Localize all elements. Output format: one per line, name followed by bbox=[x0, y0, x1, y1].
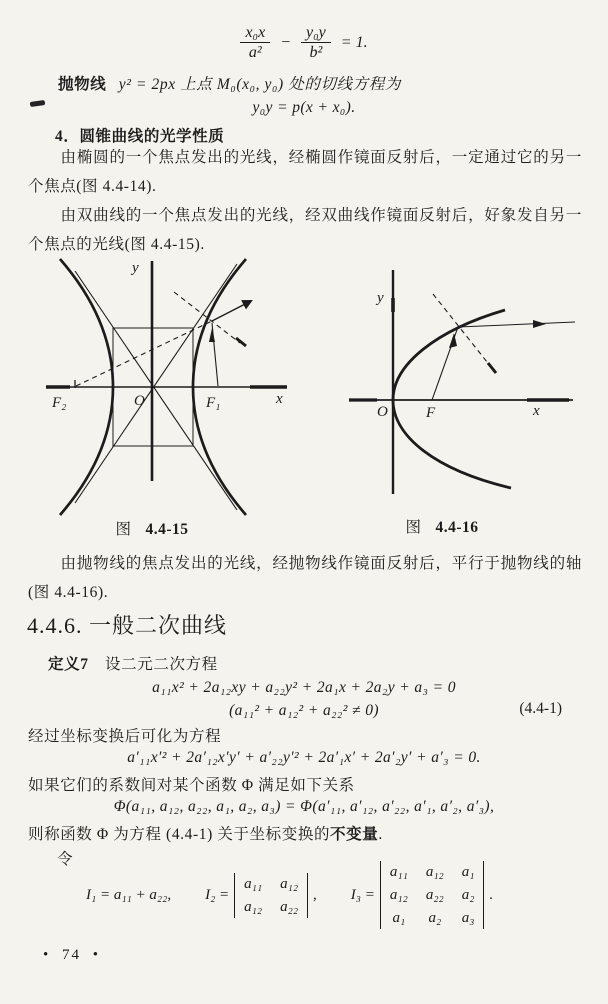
equation-hyperbola-tangent bbox=[0, 24, 608, 61]
equation-rhs: = 1. bbox=[340, 33, 368, 51]
invariant-i2-comma: , bbox=[313, 886, 317, 903]
origin-label: O bbox=[377, 404, 388, 420]
reflected-ray bbox=[212, 301, 251, 321]
figure-hyperbola-4-4-15 bbox=[40, 254, 330, 514]
det3-cell: a₂ bbox=[461, 887, 475, 903]
invariant-i3-period: . bbox=[489, 886, 494, 903]
invariant-keyword: 不变量 bbox=[330, 826, 379, 843]
invariant-i3-label: I₃ = bbox=[350, 886, 375, 903]
figure-16-caption bbox=[372, 515, 512, 537]
det3-cell: a₁₂ bbox=[389, 887, 408, 903]
fraction-2-denominator: b² bbox=[309, 44, 323, 61]
y-axis-label: y bbox=[377, 290, 384, 306]
det2-cell: a₁₁ bbox=[244, 875, 263, 892]
section-optics-heading: 4．圆锥曲线的光学性质 bbox=[55, 128, 225, 145]
equation-number: (4.4-1) bbox=[519, 700, 562, 717]
focal-ray-arrowhead bbox=[449, 333, 457, 348]
det3-cell: a₁ bbox=[461, 864, 475, 880]
focus-f1-label: F₁ bbox=[206, 395, 221, 411]
incident-ray-arrowhead bbox=[209, 328, 215, 342]
figure-15-caption bbox=[82, 517, 222, 539]
fraction-2-numerator: y₀y bbox=[301, 24, 331, 43]
det2-cell: a₂₂ bbox=[280, 898, 299, 915]
tangent-line bbox=[433, 294, 495, 372]
equation-parabola-tangent: y₀y = p(x + x₀). bbox=[252, 99, 356, 116]
det3-cell: a₃ bbox=[461, 910, 475, 926]
x-axis-label: x bbox=[533, 403, 540, 419]
parabola-tangent-text: y² = 2px 上点 M₀(x₀, y₀) 处的切线方程为 bbox=[118, 76, 401, 93]
definition-7-text: 设二元二次方程 bbox=[105, 656, 218, 673]
tangent-line-end bbox=[236, 338, 246, 346]
figure-16-caption-prefix: 图 bbox=[405, 519, 422, 536]
determinant-i3 bbox=[380, 861, 485, 929]
invariant-sentence-pre: 则称函数 Φ 为方程 (4.4-1) 关于坐标变换的 bbox=[28, 826, 331, 843]
section-446-heading: 4.4.6. 一般二次曲线 bbox=[27, 613, 228, 638]
figure-parabola-4-4-16 bbox=[345, 258, 595, 510]
equation-condition: (a₁₁² + a₁₂² + a₂₂² ≠ 0) bbox=[229, 702, 379, 719]
equation-invariants bbox=[86, 861, 493, 929]
x-axis-label: x bbox=[276, 391, 283, 407]
fraction-1-numerator: x₀x bbox=[240, 24, 270, 43]
equation-general-quadratic: a₁₁x² + 2a₁₂xy + a₂₂y² + 2a₁x + 2a₂y + a₃ = 0 bbox=[152, 679, 456, 696]
det2-cell: a₁₂ bbox=[280, 875, 299, 892]
det3-cell: a₁ bbox=[392, 910, 406, 926]
focus-f2-label: F₂ bbox=[52, 395, 67, 411]
reflected-ray-horizontal bbox=[458, 322, 575, 327]
paragraph-ellipse-optics: 由椭圆的一个焦点发出的光线，经椭圆作镜面反射后，一定通过它的另一个焦点(图 4.4-14). bbox=[28, 149, 582, 195]
virtual-ray-from-f2 bbox=[76, 321, 212, 386]
fraction-2 bbox=[301, 24, 331, 61]
tangent-line-end bbox=[488, 363, 496, 373]
fraction-1 bbox=[240, 24, 270, 61]
paragraph-parabola-optics: 由抛物线的焦点发出的光线，经抛物线作镜面反射后，平行于抛物线的轴(图 4.4-16). bbox=[28, 555, 582, 601]
equation-condition-row bbox=[0, 700, 608, 722]
invariant-i2-label: I₂ = bbox=[205, 886, 230, 903]
fraction-1-denominator: a² bbox=[248, 44, 262, 61]
parabola-keyword: 抛物线 bbox=[58, 76, 107, 93]
definition-7-keyword: 定义7 bbox=[48, 656, 89, 673]
invariant-sentence-post: . bbox=[378, 826, 383, 843]
y-axis-label: y bbox=[132, 260, 139, 276]
paragraph-transform: 经过坐标变换后可化为方程 bbox=[28, 728, 222, 745]
origin-label: O bbox=[134, 393, 145, 409]
let-word: 令 bbox=[57, 851, 74, 868]
det3-cell: a₁₂ bbox=[425, 864, 444, 880]
paragraph-hyperbola-optics: 由双曲线的一个焦点发出的光线，经双曲线作镜面反射后，好象发自另一个焦点的光线(图 4.4-15). bbox=[28, 207, 582, 253]
figure-15-caption-number: 4.4-15 bbox=[145, 521, 189, 538]
det3-cell: a₂₂ bbox=[425, 887, 444, 903]
reflected-ray-arrowhead bbox=[533, 320, 546, 328]
det3-cell: a₂ bbox=[428, 910, 442, 926]
det3-cell: a₁₁ bbox=[389, 864, 408, 880]
minus-operator: − bbox=[280, 33, 291, 51]
figure-16-caption-number: 4.4-16 bbox=[435, 519, 479, 536]
equation-primed-quadratic: a′₁₁x′² + 2a′₁₂x′y′ + a′₂₂y′² + 2a′₁x′ + 2a′₂y′ + a′₃ = 0. bbox=[127, 749, 481, 766]
invariant-i1: I₁ = a₁₁ + a₂₂, bbox=[86, 886, 172, 903]
equation-phi-invariance: Φ(a₁₁, a₁₂, a₂₂, a₁, a₂, a₃) = Φ(a′₁₁, a′₁₂, a′₂₂, a′₁, a′₂, a′₃), bbox=[113, 798, 495, 815]
focus-f-label: F bbox=[426, 405, 436, 421]
paragraph-phi-intro: 如果它们的系数间对某个函数 Φ 满足如下关系 bbox=[28, 777, 355, 794]
paragraph-parabola-tangent bbox=[58, 70, 401, 99]
paragraph-invariant-definition bbox=[28, 820, 383, 849]
figure-15-caption-prefix: 图 bbox=[115, 521, 132, 538]
page-number: • 74 • bbox=[43, 947, 101, 963]
det2-cell: a₁₂ bbox=[244, 898, 263, 915]
definition-7-line bbox=[48, 650, 218, 679]
parabola-curve bbox=[393, 310, 511, 488]
determinant-i2 bbox=[234, 873, 308, 918]
